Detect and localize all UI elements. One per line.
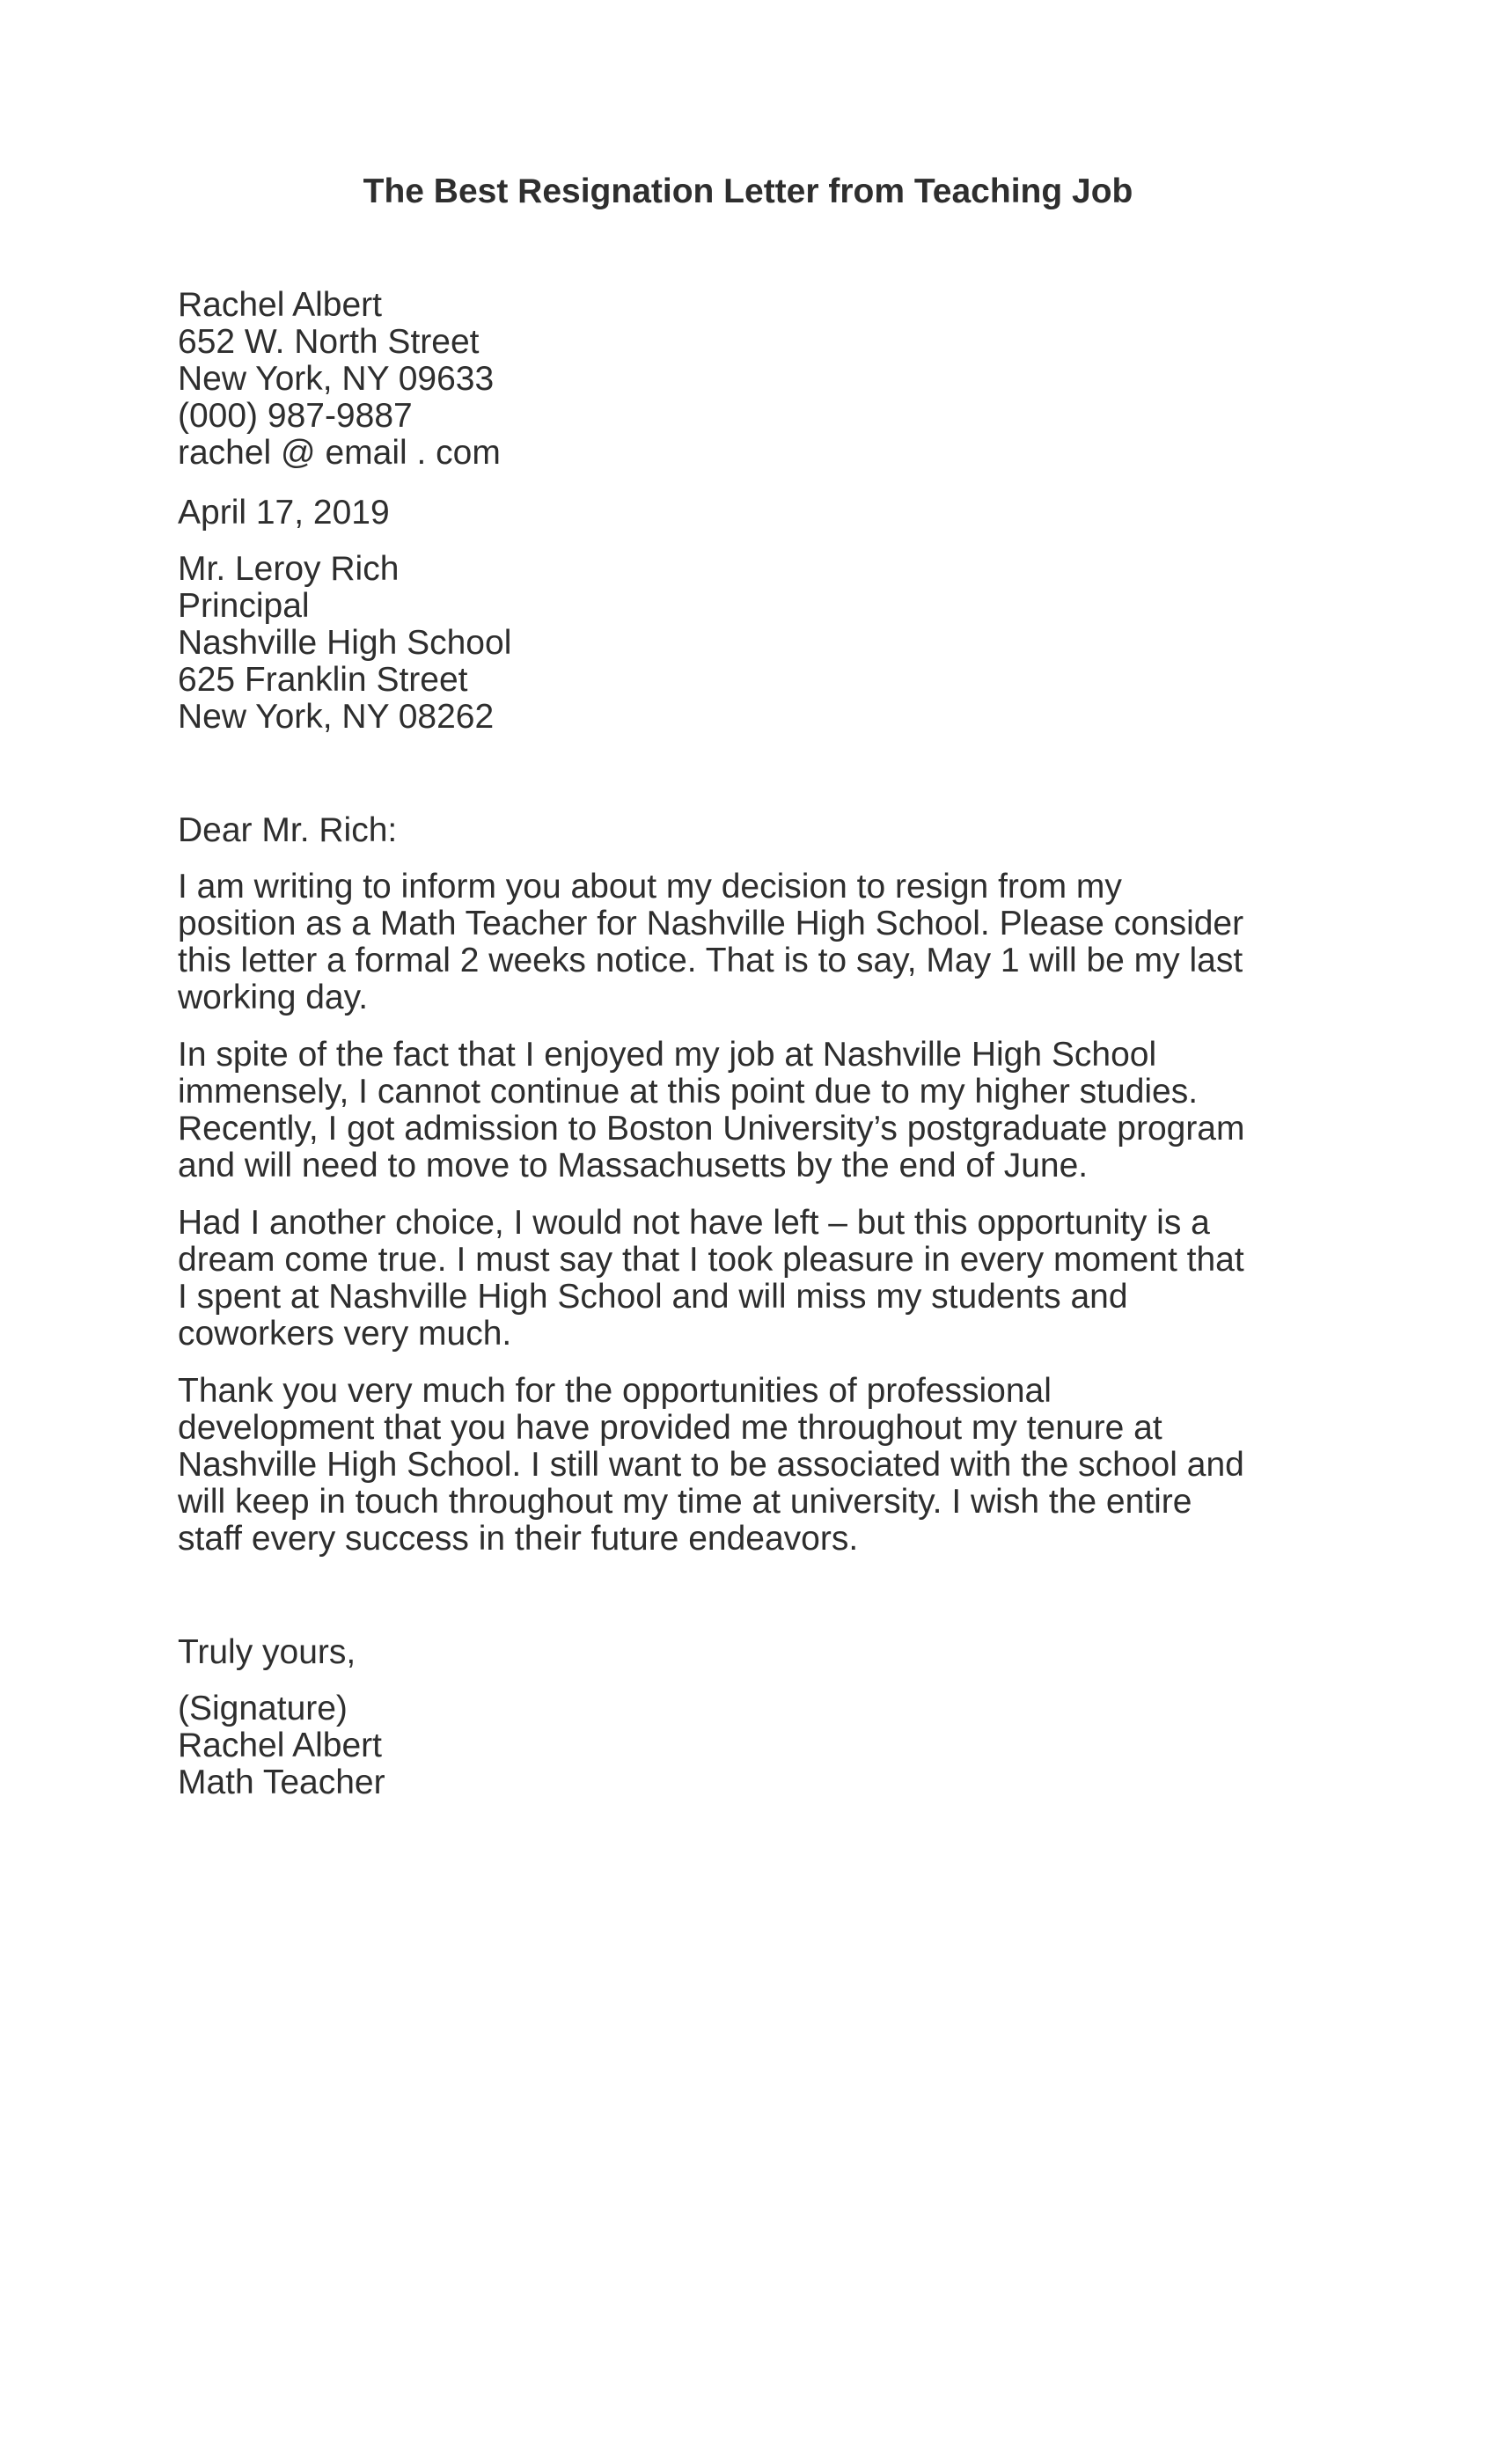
letter-date: April 17, 2019 <box>178 494 390 532</box>
recipient-name: Mr. Leroy Rich <box>178 550 400 588</box>
paragraph-line: Nashville High School. I still want to be associated with the school and <box>178 1446 1244 1484</box>
closing: Truly yours, <box>178 1633 356 1671</box>
body-paragraph-3 <box>178 1205 1331 1353</box>
paragraph-line: dream come true. I must say that I took pleasure in every moment that <box>178 1241 1244 1279</box>
letter-date-block <box>178 495 1331 532</box>
paragraph-line: I am writing to inform you about my decision to resign from my <box>178 868 1122 906</box>
sender-street: 652 W. North Street <box>178 323 480 361</box>
sender-name: Rachel Albert <box>178 286 382 324</box>
recipient-street: 625 Franklin Street <box>178 661 468 699</box>
recipient-address-block <box>178 551 1331 736</box>
paragraph-line: staff every success in their future endeavors. <box>178 1520 859 1558</box>
paragraph-line: coworkers very much. <box>178 1315 512 1353</box>
body-paragraph-1 <box>178 869 1331 1016</box>
signature-name: Rachel Albert <box>178 1727 382 1764</box>
body-paragraph-4 <box>178 1373 1331 1558</box>
paragraph-line: position as a Math Teacher for Nashville High School. Please consider <box>178 905 1244 942</box>
paragraph-line: Thank you very much for the opportunities of professional <box>178 1372 1052 1410</box>
salutation: Dear Mr. Rich: <box>178 811 398 849</box>
document-title: The Best Resignation Letter from Teaching Job <box>363 172 1133 210</box>
sender-email: rachel @ email . com <box>178 434 501 472</box>
signature-block <box>178 1690 1331 1801</box>
body-paragraph-2 <box>178 1037 1331 1184</box>
recipient-title: Principal <box>178 587 310 625</box>
paragraph-line: In spite of the fact that I enjoyed my job at Nashville High School <box>178 1036 1157 1074</box>
paragraph-line: I spent at Nashville High School and will miss my students and <box>178 1278 1128 1316</box>
sender-city-state-zip: New York, NY 09633 <box>178 360 495 398</box>
recipient-organization: Nashville High School <box>178 624 512 662</box>
paragraph-line: this letter a formal 2 weeks notice. That is to say, May 1 will be my last <box>178 942 1243 979</box>
sender-address-block <box>178 287 1331 472</box>
paragraph-line: will keep in touch throughout my time at university. I wish the entire <box>178 1483 1192 1521</box>
signature-title: Math Teacher <box>178 1764 385 1801</box>
sender-phone: (000) 987-9887 <box>178 397 413 435</box>
paragraph-line: immensely, I cannot continue at this point due to my higher studies. <box>178 1073 1199 1111</box>
closing-block <box>178 1634 1331 1671</box>
paragraph-line: working day. <box>178 979 369 1016</box>
paragraph-line: development that you have provided me throughout my tenure at <box>178 1409 1162 1447</box>
paragraph-line: and will need to move to Massachusetts by the end of June. <box>178 1147 1089 1184</box>
paragraph-line: Recently, I got admission to Boston University’s postgraduate program <box>178 1110 1245 1148</box>
paragraph-line: Had I another choice, I would not have left – but this opportunity is a <box>178 1204 1210 1242</box>
signature-placeholder: (Signature) <box>178 1690 348 1727</box>
salutation-block <box>178 812 1331 849</box>
recipient-city-state-zip: New York, NY 08262 <box>178 698 495 736</box>
